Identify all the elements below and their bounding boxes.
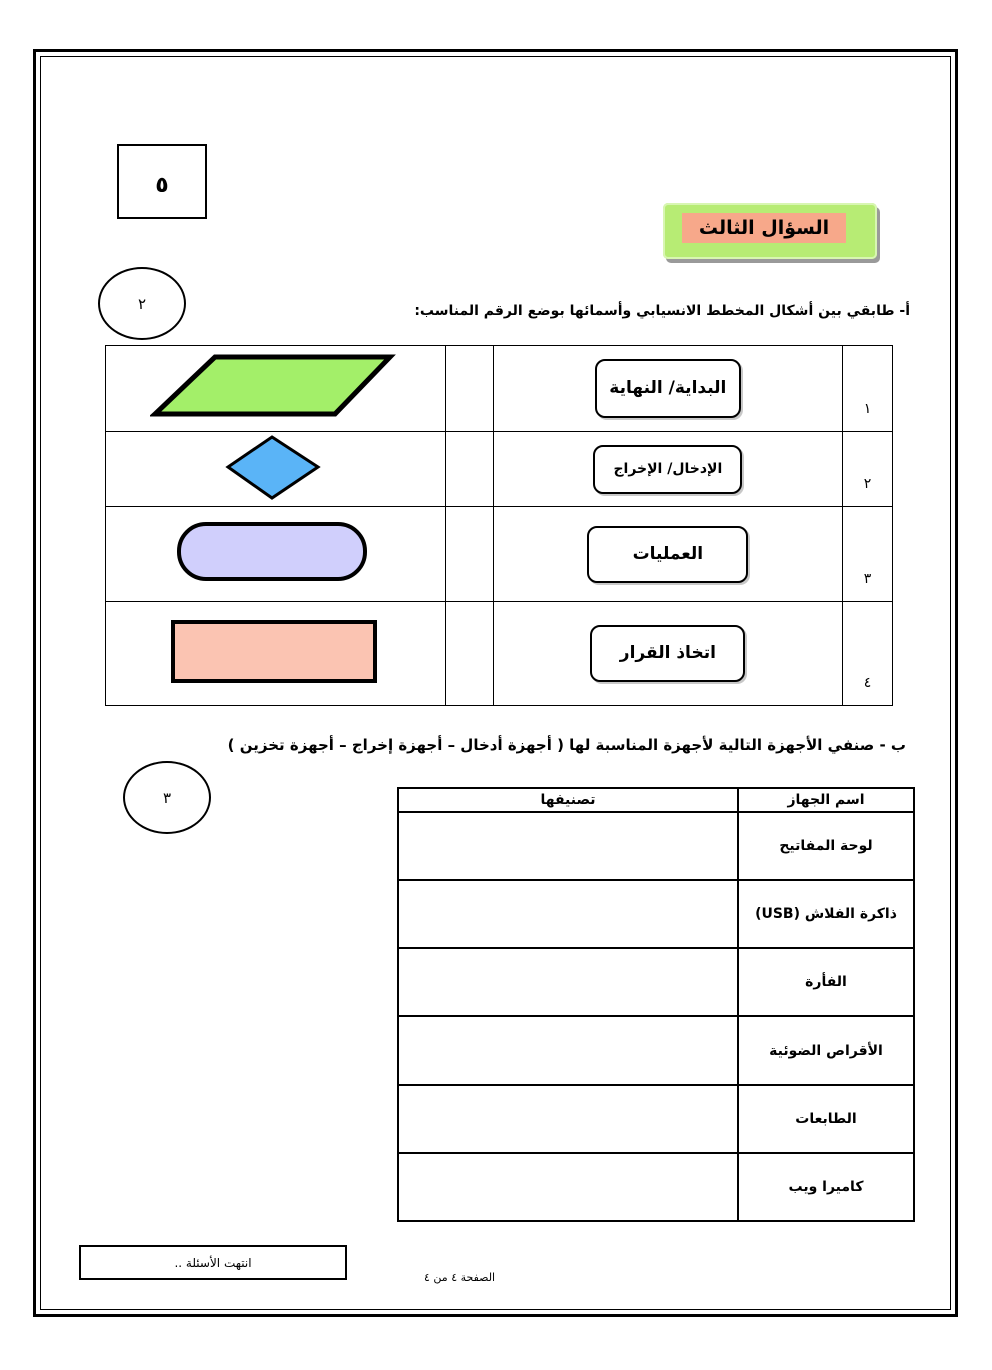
answer-cell[interactable] bbox=[445, 507, 493, 602]
shape-cell bbox=[106, 346, 446, 432]
end-of-questions-box: انتهت الأسئلة .. bbox=[79, 1245, 347, 1280]
classification-answer-cell[interactable] bbox=[398, 1153, 738, 1221]
table-row bbox=[106, 602, 893, 706]
device-name: لوحة المفاتيح bbox=[738, 812, 914, 880]
table-row bbox=[106, 432, 893, 507]
shape-cell bbox=[106, 602, 446, 706]
answer-cell[interactable] bbox=[445, 432, 493, 507]
table-row bbox=[398, 812, 914, 880]
row-number: ٤ bbox=[843, 602, 893, 706]
rectangle-icon bbox=[170, 619, 380, 685]
row-number: ١ bbox=[843, 346, 893, 432]
page-number: الصفحة ٤ من ٤ bbox=[424, 1271, 496, 1284]
classification-answer-cell[interactable] bbox=[398, 880, 738, 948]
shape-name-box: العمليات bbox=[587, 526, 748, 583]
answer-cell[interactable] bbox=[445, 346, 493, 432]
diamond-icon bbox=[225, 432, 325, 502]
name-cell bbox=[493, 602, 842, 706]
classification-answer-cell[interactable] bbox=[398, 812, 738, 880]
shape-name-box: اتخاذ القرار bbox=[590, 625, 745, 682]
table-row bbox=[398, 1153, 914, 1221]
device-name: ذاكرة الفلاش (USB) bbox=[738, 880, 914, 948]
device-name: كاميرا ويب bbox=[738, 1153, 914, 1221]
section-title: السؤال الثالث bbox=[682, 213, 846, 243]
table-row bbox=[398, 1016, 914, 1084]
device-name: الفأرة bbox=[738, 948, 914, 1016]
classification-answer-cell[interactable] bbox=[398, 1085, 738, 1153]
device-name: الأقراص الضوئية bbox=[738, 1016, 914, 1084]
classification-header: تصنيفها bbox=[398, 788, 738, 812]
answer-cell[interactable] bbox=[445, 602, 493, 706]
table-row bbox=[398, 880, 914, 948]
parallelogram-icon bbox=[150, 352, 400, 422]
name-cell bbox=[493, 346, 842, 432]
name-cell bbox=[493, 507, 842, 602]
shape-cell bbox=[106, 432, 446, 507]
classification-table bbox=[397, 787, 915, 1222]
rounded-rect-icon bbox=[175, 520, 375, 584]
name-cell bbox=[493, 432, 842, 507]
table-row bbox=[398, 948, 914, 1016]
shape-name-box: الإدخال/ الإخراج bbox=[593, 445, 742, 494]
table-row bbox=[398, 1085, 914, 1153]
table-row bbox=[106, 507, 893, 602]
classification-answer-cell[interactable] bbox=[398, 1016, 738, 1084]
part-b-instruction: ب - صنفي الأجهزة التالية لأجهزة المناسبة لها ( أجهزة أدخال – أجهزة إخراج – أجهزة تخزين ) bbox=[227, 736, 906, 754]
matching-table bbox=[105, 345, 893, 706]
part-a-instruction: أ- طابقي بين أشكال المخطط الانسيابي وأسمائها بوضع الرقم المناسب: bbox=[414, 303, 910, 319]
classification-answer-cell[interactable] bbox=[398, 948, 738, 1016]
table-header-row bbox=[398, 788, 914, 812]
section-title-banner bbox=[663, 203, 877, 259]
table-row bbox=[106, 346, 893, 432]
shape-cell bbox=[106, 507, 446, 602]
device-header: اسم الجهاز bbox=[738, 788, 914, 812]
part-b-score: ٣ bbox=[123, 761, 211, 834]
row-number: ٣ bbox=[843, 507, 893, 602]
device-name: الطابعات bbox=[738, 1085, 914, 1153]
total-score-box: ٥ bbox=[117, 144, 207, 219]
part-a-score: ٢ bbox=[98, 267, 186, 340]
row-number: ٢ bbox=[843, 432, 893, 507]
shape-name-box: البداية/ النهاية bbox=[595, 359, 741, 418]
